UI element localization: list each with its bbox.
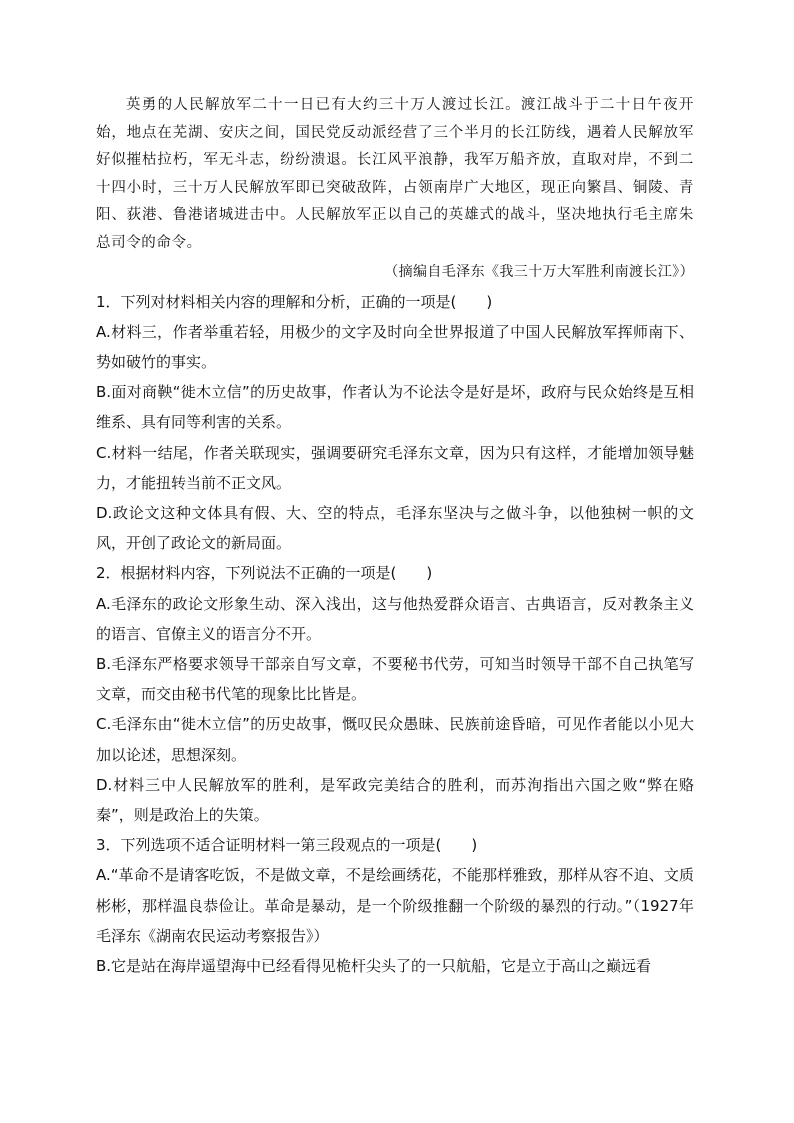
option-c: C.材料一结尾，作者关联现实，强调要研究毛泽东文章，因为只有这样，才能增加领导魅力，才能扭转当前不正文风。 bbox=[96, 443, 694, 492]
question-2 bbox=[96, 558, 694, 830]
option-b: B.面对商鞅“徙木立信”的历史故事，作者认为不论法令是好是坏，政府与民众始终是互相维系、具有同等利害的关系。 bbox=[96, 383, 694, 432]
question-3 bbox=[96, 830, 694, 981]
question-1 bbox=[96, 287, 694, 559]
option-a: A.毛泽东的政论文形象生动、深入浅出，这与他热爱群众语言、古典语言，反对教条主义的语言、官僚主义的语言分不开。 bbox=[96, 594, 694, 643]
source-citation: （摘编自毛泽东《我三十万大军胜利南渡长江》） bbox=[384, 263, 694, 280]
passage-paragraph: 英勇的人民解放军二十一日已有大约三十万人渡过长江。渡江战斗于二十日午夜开始，地点在芜湖、安庆之间，国民党反动派经营了三个半月的长江防线，遇着人民解放军好似摧枯拉朽，军无斗志，纷纷溃退。长江风平浪静，我军万船齐放，直取对岸，不到二十四小时，三十万人民解放军即已突破敌阵，占领南岸广大地区，现正向繁昌、铜陵、青阳、荻港、鲁港诸城进击中。人民解放军正以自己的英雄式的战斗，坚决地执行毛主席朱总司令的命令。 bbox=[96, 97, 694, 251]
option-d: D.材料三中人民解放军的胜利，是军政完美结合的胜利，而苏洵指出六国之败“弊在赂秦”，则是政治上的失策。 bbox=[96, 775, 694, 825]
option-a: A.材料三，作者举重若轻，用极少的文字及时向全世界报道了中国人民解放军挥师南下、势如破竹的事实。 bbox=[96, 322, 694, 371]
option-d: D.政论文这种文体具有假、大、空的特点，毛泽东坚决与之做斗争，以他独树一帜的文风，开创了政论文的新局面。 bbox=[96, 503, 694, 553]
question-stem: 2．根据材料内容，下列说法不正确的一项是( ) bbox=[96, 564, 433, 583]
option-b: B.它是站在海岸遥望海中已经看得见桅杆尖头了的一只航船，它是立于高山之巅远看 bbox=[96, 957, 652, 976]
question-stem: 1．下列对材料相关内容的理解和分析，正确的一项是( ) bbox=[96, 292, 493, 311]
question-stem: 3．下列选项不适合证明材料一第三段观点的一项是( ) bbox=[96, 836, 478, 855]
option-a: A.“革命不是请客吃饭，不是做文章，不是绘画绣花，不能那样雅致，那样从容不迫、文质彬彬，那样温良恭俭让。革命是暴动，是一个阶级推翻一个阶级的暴烈的行动。”（1927年毛泽东《湖南农民运动考察报告》） bbox=[96, 866, 694, 945]
option-b: B.毛泽东严格要求领导干部亲自写文章，不要秘书代劳，可知当时领导干部不自己执笔写文章，而交由秘书代笔的现象比比皆是。 bbox=[96, 655, 694, 704]
document-page bbox=[96, 92, 694, 981]
option-c: C.毛泽东由“徙木立信”的历史故事，慨叹民众愚昧、民族前途昏暗，可见作者能以小见大加以论述，思想深刻。 bbox=[96, 715, 694, 764]
